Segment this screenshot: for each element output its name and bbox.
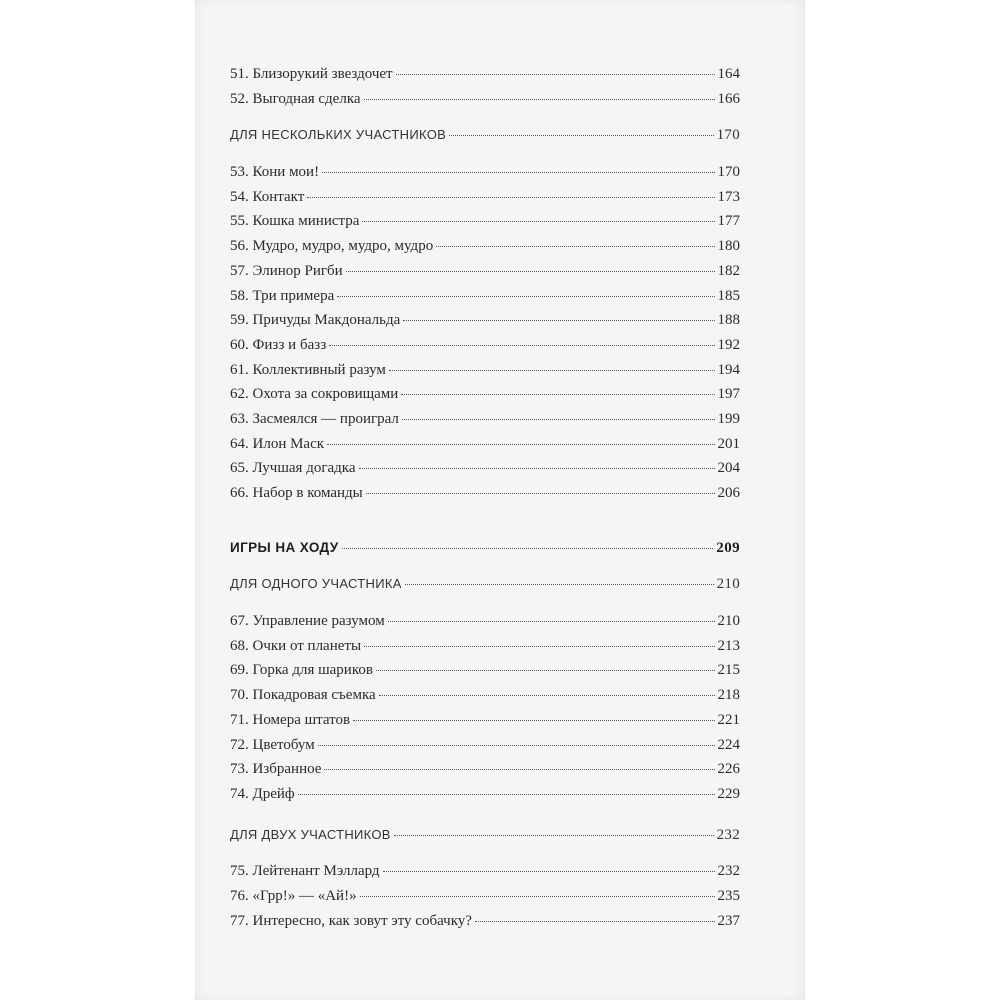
toc-section-one-player (230, 576, 740, 601)
entry-page: 237 (717, 912, 740, 929)
dot-leader (346, 271, 715, 272)
entry-page: 213 (717, 637, 740, 654)
dot-leader (405, 584, 714, 585)
section-title: ДЛЯ ОДНОГО УЧАСТНИКА (230, 576, 402, 592)
dot-leader (436, 246, 714, 247)
entry-page: 185 (717, 287, 740, 304)
toc-entry-69 (230, 662, 740, 687)
toc-entry-76 (230, 888, 740, 913)
entry-title: 57. Элинор Ригби (230, 262, 343, 279)
part-page: 209 (716, 539, 740, 556)
dot-leader (364, 646, 714, 647)
dot-leader (388, 621, 715, 622)
entry-page: 180 (717, 238, 740, 255)
entry-page: 232 (717, 863, 740, 880)
entry-title: 64. Илон Маск (230, 435, 325, 452)
dot-leader (327, 444, 714, 445)
entry-page: 197 (717, 386, 740, 403)
entry-title: 73. Избранное (230, 761, 322, 778)
section-title: ДЛЯ ДВУХ УЧАСТНИКОВ (230, 826, 391, 842)
dot-leader (342, 548, 714, 549)
dot-leader (329, 345, 714, 346)
toc-entry-64 (230, 436, 740, 461)
entry-page: 226 (717, 761, 740, 778)
toc-entry-54 (230, 189, 740, 214)
dot-leader (298, 794, 715, 795)
entry-title: 69. Горка для шариков (230, 662, 373, 679)
section-page: 170 (716, 127, 740, 144)
entry-page: 224 (717, 736, 740, 753)
entry-page: 182 (717, 262, 740, 279)
entry-page: 218 (717, 687, 740, 704)
section-page: 210 (716, 576, 740, 593)
entry-title: 65. Лучшая догадка (230, 460, 356, 477)
entry-page: 194 (717, 361, 740, 378)
entry-page: 229 (717, 785, 740, 802)
dot-leader (376, 670, 715, 671)
entry-title: 60. Физз и базз (230, 336, 327, 353)
toc-entry-62 (230, 386, 740, 411)
entry-page: 173 (717, 188, 740, 205)
part-title: ИГРЫ НА ХОДУ (230, 539, 339, 555)
dot-leader (394, 835, 714, 836)
dot-leader (362, 221, 714, 222)
entry-title: 63. Засмеялся — проиграл (230, 410, 399, 427)
dot-leader (396, 74, 715, 75)
toc-part-games-on-the-go (230, 540, 740, 565)
entry-page: 210 (717, 613, 740, 630)
entry-page: 170 (717, 164, 740, 181)
entry-title: 66. Набор в команды (230, 485, 363, 501)
entry-title: 56. Мудро, мудро, мудро, мудро (230, 238, 434, 255)
toc-entry-71 (230, 712, 740, 737)
entry-title: 53. Кони мои! (230, 164, 320, 181)
toc-entry-53 (230, 164, 740, 189)
entry-title: 68. Очки от планеты (230, 637, 362, 654)
entry-page: 235 (717, 887, 740, 904)
toc-section-multi-players (230, 127, 740, 152)
entry-title: 55. Кошка министра (230, 213, 360, 230)
toc-entry-52 (230, 91, 740, 116)
toc-entry-65 (230, 460, 740, 485)
entry-page: 188 (717, 312, 740, 329)
entry-title: 76. «Грр!» — «Ай!» (230, 887, 357, 904)
book-page (195, 0, 805, 1000)
toc-entry-57 (230, 263, 740, 288)
entry-title: 70. Покадровая съемка (230, 687, 376, 704)
toc-entry-56 (230, 238, 740, 263)
dot-leader (449, 135, 714, 136)
entry-title: 52. Выгодная сделка (230, 90, 361, 107)
entry-page: 177 (717, 213, 740, 230)
entry-title: 75. Лейтенант Мэллард (230, 863, 380, 880)
entry-title: 72. Цветобум (230, 736, 315, 753)
toc-entry-63 (230, 411, 740, 436)
dot-leader (389, 370, 715, 371)
table-of-contents (230, 66, 740, 937)
entry-title: 71. Номера штатов (230, 711, 351, 728)
entry-title: 77. Интересно, как зовут эту собачку? (230, 912, 472, 929)
toc-section-two-players (230, 827, 740, 852)
dot-leader (475, 921, 715, 922)
toc-entry-73 (230, 761, 740, 786)
entry-page: 164 (717, 66, 740, 82)
entry-page: 166 (717, 90, 740, 107)
entry-title: 54. Контакт (230, 188, 305, 205)
toc-entry-74 (230, 786, 740, 811)
dot-leader (364, 99, 715, 100)
dot-leader (307, 197, 714, 198)
dot-leader (324, 769, 714, 770)
section-title: ДЛЯ НЕСКОЛЬКИХ УЧАСТНИКОВ (230, 127, 447, 143)
entry-page: 204 (717, 460, 740, 477)
toc-entry-75 (230, 863, 740, 888)
entry-page: 215 (717, 662, 740, 679)
toc-entry-67 (230, 613, 740, 638)
toc-entry-60 (230, 337, 740, 362)
entry-page: 192 (717, 336, 740, 353)
toc-entry-66 (230, 485, 740, 510)
dot-leader (383, 871, 715, 872)
dot-leader (360, 896, 715, 897)
toc-entry-59 (230, 312, 740, 337)
dot-leader (402, 419, 715, 420)
entry-title: 58. Три примера (230, 287, 335, 304)
entry-page: 221 (717, 711, 740, 728)
toc-entry-72 (230, 737, 740, 762)
dot-leader (379, 695, 715, 696)
dot-leader (366, 493, 715, 494)
entry-title: 67. Управление разумом (230, 613, 385, 630)
entry-page: 206 (717, 485, 740, 501)
dot-leader (359, 468, 715, 469)
dot-leader (401, 394, 714, 395)
toc-entry-70 (230, 687, 740, 712)
dot-leader (318, 745, 715, 746)
toc-entry-55 (230, 213, 740, 238)
dot-leader (353, 720, 714, 721)
section-page: 232 (716, 826, 740, 843)
toc-entry-61 (230, 362, 740, 387)
entry-title: 51. Близорукий звездочет (230, 66, 393, 82)
toc-entry-51 (230, 66, 740, 91)
toc-entry-68 (230, 638, 740, 663)
entry-page: 201 (717, 435, 740, 452)
toc-entry-77 (230, 913, 740, 938)
entry-title: 74. Дрейф (230, 785, 295, 802)
dot-leader (322, 172, 714, 173)
entry-title: 61. Коллективный разум (230, 361, 386, 378)
dot-leader (337, 296, 714, 297)
entry-title: 59. Причуды Макдональда (230, 312, 401, 329)
entry-page: 199 (717, 410, 740, 427)
toc-entry-58 (230, 288, 740, 313)
entry-title: 62. Охота за сокровищами (230, 386, 399, 403)
dot-leader (403, 320, 714, 321)
